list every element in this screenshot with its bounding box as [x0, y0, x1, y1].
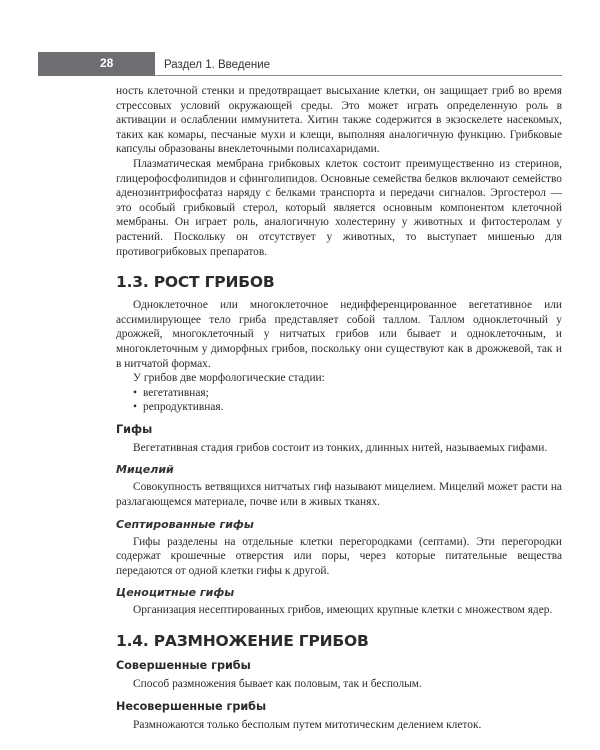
- body-paragraph: Плазматическая мембрана грибковых клеток состоит преимущественно из стеринов, глицерофосфолипидов и сфинголипидов. Основные семейства белков включают семейство аденозинтрифосфатаз наряду с белками транспорта и передачи сигналов. Эргостерол — это особый грибковый стерол, который является основным компонентом клеточной мембраны. Он играет роль, аналогичную холестерину у животных и фитостеролам у растений. Поскольку он отсутствует у животных, то выступает мишенью для противогрибковых препаратов.: [116, 157, 562, 258]
- body-paragraph: Гифы разделены на отдельные клетки перегородками (септами). Эти перегородки содержат крошечные отверстия или поры, через которые питательные вещества передаются от одной клетки гифы к другой.: [116, 535, 562, 577]
- list-item-text: репродуктивная.: [143, 401, 224, 414]
- body-paragraph: Организация несептированных грибов, имеющих крупные клетки с множеством ядер.: [133, 604, 553, 617]
- body-paragraph: Способ размножения бывает как половым, так и бесполым.: [133, 678, 422, 691]
- body-paragraph: Совокупность ветвящихся нитчатых гиф называют мицелием. Мицелий может расти на разлагающемся материале, почве или в живых тканях.: [116, 481, 562, 509]
- subheading-hyphae: Гифы: [116, 422, 153, 436]
- list-item: [133, 386, 562, 401]
- body-paragraph: Размножаются только бесполым путем митотическим делением клеток.: [133, 718, 482, 731]
- page-body: [116, 84, 562, 732]
- subheading-coenocytic-hyphae: Ценоцитные гифы: [116, 586, 235, 600]
- bullet-icon: •: [133, 386, 137, 399]
- body-paragraph: У грибов две морфологические стадии:: [133, 372, 325, 385]
- section-heading-1-4: 1.4. РАЗМНОЖЕНИЕ ГРИБОВ: [116, 632, 369, 651]
- subheading-imperfect-fungi: Несовершенные грибы: [116, 699, 267, 713]
- page-number: 28: [100, 56, 114, 70]
- body-paragraph: Одноклеточное или многоклеточное недифференцированное вегетативное или ассимилирующее тело гриба представляет собой таллом. Таллом одноклеточный у дрожжей, многоклеточный у нитчатых грибов или бывает и одноклеточным, и многоклеточным у диморфных грибов, поскольку они существуют как в дрожжевой, так и в нитчатой формах.: [116, 299, 562, 370]
- page-number-box: [38, 52, 155, 76]
- subheading-septate-hyphae: Септированные гифы: [116, 517, 254, 531]
- subheading-perfect-fungi: Совершенные грибы: [116, 659, 251, 673]
- bullet-icon: •: [133, 401, 137, 414]
- section-heading-1-3: 1.3. РОСТ ГРИБОВ: [116, 273, 275, 292]
- header-rule: [155, 75, 562, 76]
- running-header-section: Раздел 1. Введение: [164, 59, 271, 71]
- stages-list: [116, 386, 562, 415]
- body-paragraph: Вегетативная стадия грибов состоит из тонких, длинных нитей, называемых гифами.: [133, 441, 548, 454]
- body-paragraph: ность клеточной стенки и предотвращает высыхание клетки, он защищает гриб во время стрессовых условий окружающей среды. Это может играть определенную роль в активации и ослаблении иммунитета. Хитин также содержится в экзоскелете насекомых, таких как комары, песчаные мухи и клещи, выполняя аналогичную функцию. Грибковые капсулы образованы внеклеточными полисахаридами.: [116, 85, 562, 156]
- list-item-text: вегетативная;: [143, 386, 209, 399]
- page-header: [0, 0, 600, 75]
- list-item: [133, 400, 562, 415]
- subheading-mycelium: Мицелий: [116, 463, 174, 477]
